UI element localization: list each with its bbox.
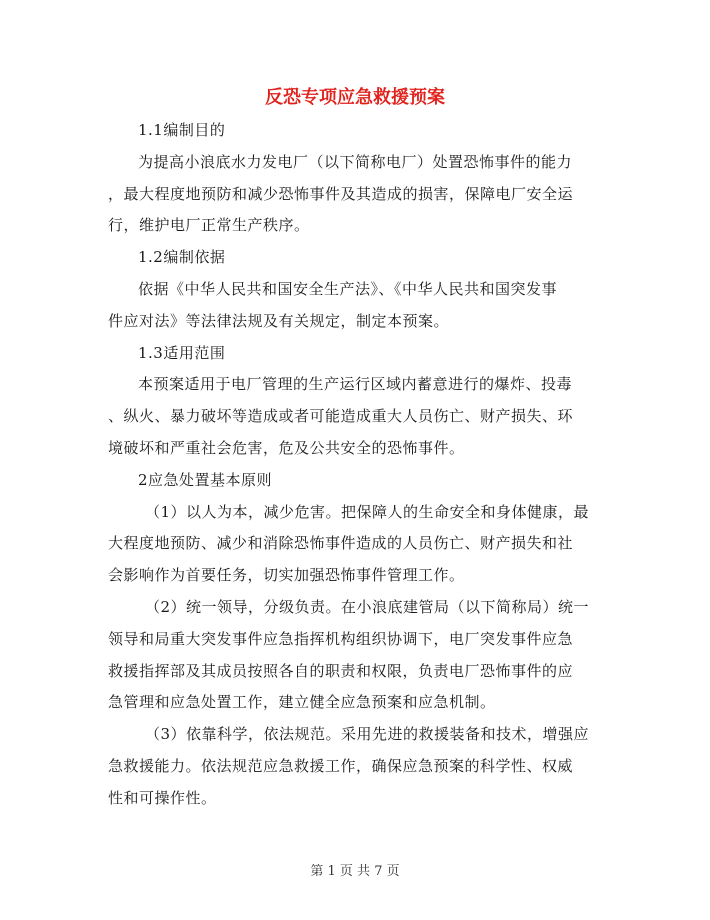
paragraph-line: 救援指挥部及其成员按照各自的职责和权限，负责电厂恐怖事件的应	[108, 661, 574, 680]
paragraph-line: 件应对法》等法律法规及有关规定，制定本预案。	[108, 311, 450, 330]
paragraph-line: 依据《中华人民共和国安全生产法》、《中华人民共和国突发事	[138, 279, 558, 298]
paragraph-line: 为提高小浪底水力发电厂（以下简称电厂）处置恐怖事件的能力	[138, 152, 573, 171]
document-title: 反恐专项应急救援预案	[265, 87, 445, 108]
principle-3-line: （3）依靠科学，依法规范。采用先进的救援装备和技术，增强应	[145, 725, 590, 744]
paragraph-line: 、纵火、暴力破坏等造成或者可能造成重大人员伤亡、财产损失、环	[108, 407, 574, 426]
document-body	[108, 115, 608, 815]
paragraph-line: 境破坏和严重社会危害，危及公共安全的恐怖事件。	[108, 438, 465, 457]
paragraph-line: 本预案适用于电厂管理的生产运行区域内蓄意进行的爆炸、投毒	[138, 375, 573, 394]
paragraph-line: 行，维护电厂正常生产秩序。	[108, 216, 310, 235]
section-heading-1-3: 1.3适用范围	[138, 343, 226, 362]
paragraph-line: 急管理和应急处置工作，建立健全应急预案和应急机制。	[108, 693, 496, 712]
paragraph-line: 领导和局重大突发事件应急指挥机构组织协调下，电厂突发事件应急	[108, 629, 574, 648]
paragraph-line: 会影响作为首要任务，切实加强恐怖事件管理工作。	[108, 566, 465, 585]
section-heading-1-1: 1.1编制目的	[138, 121, 226, 139]
paragraph-line: 急救援能力。依法规范应急救援工作，确保应急预案的科学性、权威	[108, 756, 574, 775]
paragraph-line: 大程度地预防、减少和消除恐怖事件造成的人员伤亡、财产损失和社	[108, 534, 574, 553]
paragraph-line: ，最大程度地预防和减少恐怖事件及其造成的损害，保障电厂安全运	[108, 184, 574, 203]
paragraph-line: 性和可操作性。	[108, 788, 217, 807]
section-heading-1-2: 1.2编制依据	[138, 248, 226, 267]
section-heading-2: 2应急处置基本原则	[138, 470, 273, 489]
page-number-footer: 第 1 页 共 7 页	[310, 864, 400, 879]
principle-2-line: （2）统一领导，分级负责。在小浪底建管局（以下简称局）统一	[145, 597, 590, 616]
principle-1-line: （1）以人为本，减少危害。把保障人的生命安全和身体健康，最	[145, 502, 590, 521]
